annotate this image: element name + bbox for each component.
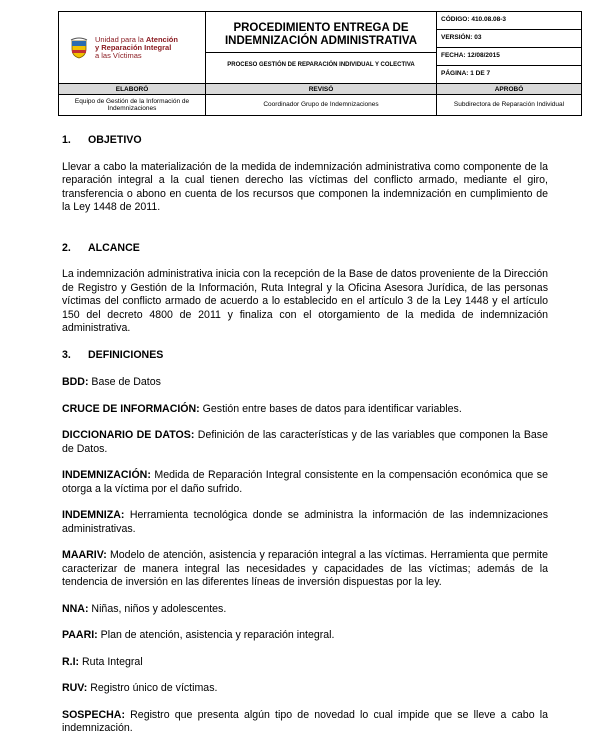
aprobo-value: Subdirectora de Reparación Individual [437,95,582,116]
definition-term: CRUCE DE INFORMACIÓN: [62,402,200,415]
document-date: FECHA: 12/08/2015 [437,48,581,66]
definition-item [62,629,548,643]
document-version: VERSIÓN: 03 [437,30,581,48]
coat-of-arms-icon [69,37,89,59]
definitions-list [62,376,548,736]
definition-term: DICCIONARIO DE DATOS: [62,429,195,441]
definition-item [62,656,548,670]
definition-term: INDEMNIZA: [62,509,125,521]
definition-text: Modelo de atención, asistencia y reparación integral a las víctimas. Herramienta que permite caracterizar de manera integral las necesidades y capacidades de las víctimas; además de la tendencia de inversión en las diferentes líneas de inversión dispuestas por la ley. [62,549,548,588]
definition-item [62,682,548,696]
document-header-table [58,11,582,116]
elaboro-value: Equipo de Gestión de la Información de Indemnizaciones [59,95,206,116]
definition-term: NNA: [62,602,89,615]
definition-item [62,549,548,590]
definition-text: Medida de Reparación Integral consistente en la compensación económica que se otorga a la víctima por el daño sufrido. [62,469,548,495]
reviso-value: Coordinador Grupo de Indemnizaciones [206,95,437,116]
document-title: PROCEDIMIENTO ENTREGA DE INDEMNIZACIÓN ADMINISTRATIVA [206,18,436,53]
definition-item [62,709,548,736]
definition-item [62,429,548,456]
definition-term: RUV: [62,682,88,694]
document-code: CÓDIGO: 410.08.08-3 [437,12,581,30]
definition-item [62,403,548,417]
meta-cell [437,12,582,84]
logo-cell [59,12,206,84]
definition-text: Plan de atención, asistencia y reparación integral. [97,629,335,641]
process-name: PROCESO GESTIÓN DE REPARACIÓN INDIVIDUAL Y COLECTIVA [227,62,415,68]
document-body [62,134,548,736]
definition-text: Registro que presenta algún tipo de novedad lo cual impide que se lleve a cabo la indemnización. [62,708,548,734]
section-heading-alcance: 2. ALCANCE [62,241,140,254]
definition-text: Base de Datos [88,376,161,388]
objetivo-paragraph: Llevar a cabo la materialización de la medida de indemnización administrativa como componente de la reparación integral a la cual tienen derecho las víctimas del conflicto armado, mediante el giro, transferencia o abono en cuenta de los recursos que componen la indemnización en cumplimiento de la Ley 1448 de 2011. [62,160,548,213]
section-heading-objetivo: 1. OBJETIVO [62,134,142,146]
definition-term: INDEMNIZACIÓN: [62,469,151,481]
definition-text: Niñas, niños y adolescentes. [88,602,227,615]
header-reviso: REVISÓ [206,84,437,95]
title-cell [206,12,437,84]
definition-text: Ruta Integral [79,655,143,668]
alcance-paragraph: La indemnización administrativa inicia con la recepción de la Base de datos proveniente de la Dirección de Registro y Gestión de la Información, Ruta Integral y la Oficina Asesora Jurídica, de las personas víctimas del conflicto armado de acuerdo a lo establecido en el artículo 3 de la Ley 1448 y el artículo 150 del decreto 4800 de 2011 y finaliza con el otorgamiento de la medida de indemnización administrativa. [62,268,548,334]
definition-term: SOSPECHA: [62,708,125,721]
definition-item [62,469,548,496]
definition-text: Herramienta tecnológica donde se administra la información de las indemnizaciones administrativas. [62,509,548,535]
definition-term: PAARI: [62,629,98,641]
section-heading-definiciones: 3. DEFINICIONES [62,348,164,361]
organization-logo [59,36,205,60]
definition-item [62,509,548,536]
definition-item [62,376,548,390]
definition-text: Registro único de víctimas. [87,682,218,694]
definition-text: Gestión entre bases de datos para identificar variables. [199,402,462,415]
header-elaboro: ELABORÓ [59,84,206,95]
definition-term: BDD: [62,376,89,388]
definition-term: R.I: [62,655,80,668]
header-aprobo: APROBÓ [437,84,582,95]
document-page-number: PÁGINA: 1 DE 7 [441,70,491,77]
definition-text: Definición de las características y de las variables que componen la Base de Datos. [62,429,548,455]
logo-text: Unidad para la Atención y Reparación Integral a las Víctimas [95,34,178,60]
definition-item [62,603,548,617]
definition-term: MAARIV: [62,549,107,561]
